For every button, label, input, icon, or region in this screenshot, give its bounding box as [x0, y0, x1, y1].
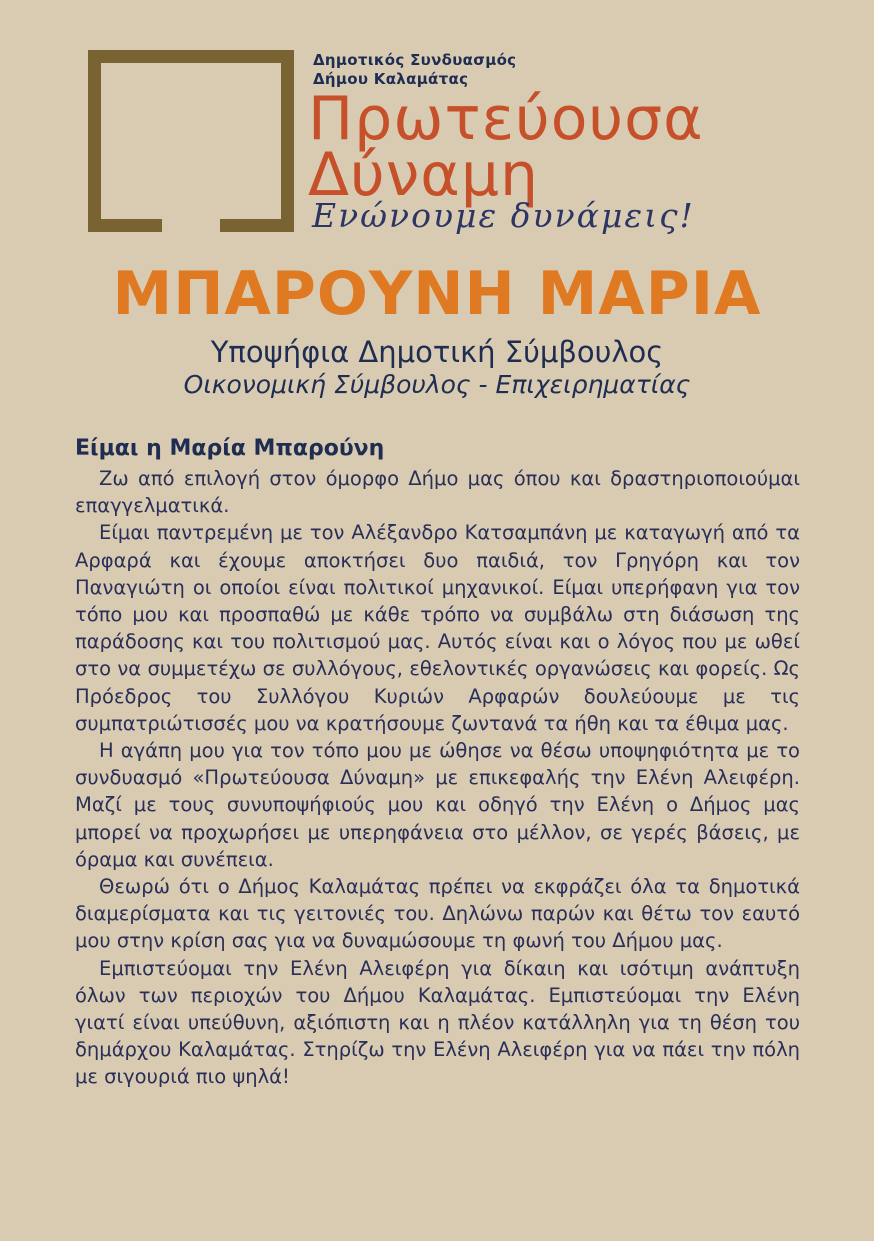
intro-heading: Είμαι η Μαρία Μπαρούνη: [75, 436, 385, 461]
paragraph: Είμαι παντρεμένη με τον Αλέξανδρο Κατσαμπάνη με καταγωγή από τα Αρφαρά και έχουμε αποκτήσει δυο παιδιά, τον Γρηγόρη και τον Παναγιώτη οι οποίοι είναι πολιτικοί μηχανικοί. Είμαι υπερήφανη για τον τόπο μου και προσπαθώ με κάθε τρόπο να συμβάλω στη διάσωση της παράδοσης και του πολιτισμού μας. Αυτός είναι και ο λόγος που με ωθεί στο να συμμετέχω σε συλλόγους, εθελοντικές οργανώσεις και φορείς. Ως Πρόεδρος του Συλλόγου Κυριών Αρφαρών δουλεύουμε με τις συμπατριώτισσές μου να κρατήσουμε ζωντανά τα ήθη και τα έθιμα μας.: [75, 521, 800, 735]
organization-name-line-2: Δήμου Καλαμάτας: [313, 70, 469, 88]
arrow-up-square-icon: [88, 50, 294, 232]
slogan: Ενώνουμε δυνάμεις!: [312, 196, 695, 235]
brand-name-line-2: Δύναμη: [308, 140, 540, 210]
candidate-role: Υποψήφια Δημοτική Σύμβουλος: [210, 335, 664, 369]
brand-name-line-1: Πρωτεύουσα: [308, 84, 704, 154]
paragraph: Εμπιστεύομαι την Ελένη Αλειφέρη για δίκαιη και ισότιμη ανάπτυξη όλων των περιοχών του Δήμου Καλαμάτας. Εμπιστεύομαι την Ελένη γιατί είναι υπεύθυνη, αξιόπιστη και η πλέον κατάλληλη για τη θέση του δημάρχου Καλαμάτας. Στηρίζω την Ελένη Αλειφέρη για να πάει την πόλη με σιγουριά πιο ψηλά!: [75, 956, 800, 1089]
candidate-profession: Οικονομική Σύμβουλος - Επιχειρηματίας: [183, 370, 691, 399]
candidate-name: ΜΠΑΡΟΥΝΗ ΜΑΡΙΑ: [112, 259, 762, 329]
paragraph: Ζω από επιλογή στον όμορφο Δήμο μας όπου και δραστηριοποιούμαι επαγγελματικά.: [75, 467, 800, 518]
paragraph: Θεωρώ ότι ο Δήμος Καλαμάτας πρέπει να εκφράζει όλα τα δημοτικά διαμερίσματα και τις γειτονιές του. Δηλώνω παρών και θέτω τον εαυτό μου στην κρίση σας για να δυναμώσουμε τη φωνή του Δήμου μας.: [75, 875, 800, 953]
paragraph: Η αγάπη μου για τον τόπο μου με ώθησε να θέσω υποψηφιότητα με το συνδυασμό «Πρωτεύουσα Δύναμη» με επικεφαλής την Ελένη Αλειφέρη. Μαζί με τους συνυποψήφιούς μου και οδηγό την Ελένη ο Δήμος μας μπορεί να προχωρήσει με υπερηφάνεια στο μέλλον, σε γερές βάσεις, με όραμα και συνέπεια.: [75, 739, 800, 871]
organization-name-line-1: Δημοτικός Συνδυασμός: [313, 51, 517, 69]
biography-text: [75, 465, 800, 1091]
